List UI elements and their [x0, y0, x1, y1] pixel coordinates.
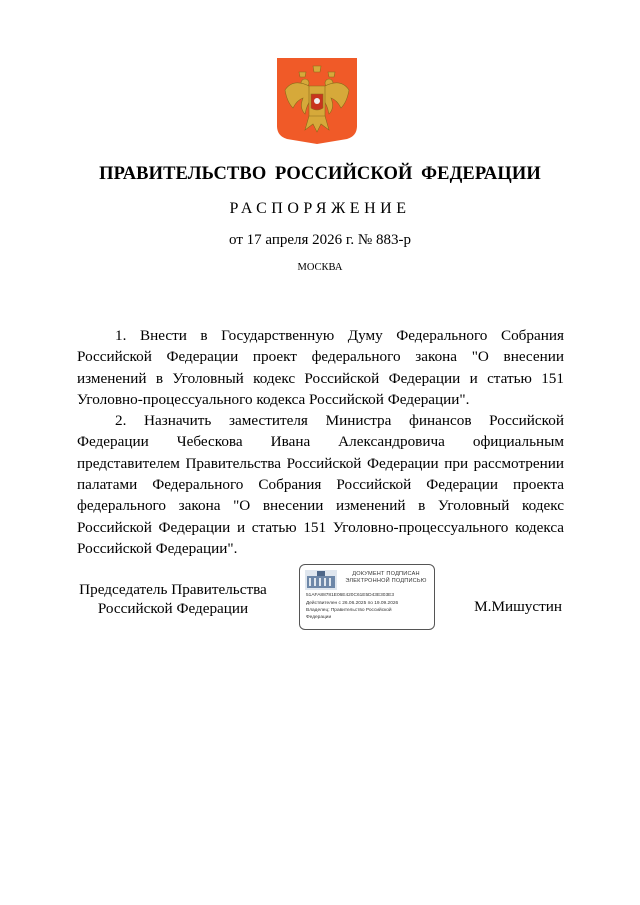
stamp-owner-line2: Федерации — [306, 615, 332, 620]
russian-coat-of-arms-icon — [275, 56, 359, 144]
stamp-title: ДОКУМЕНТ ПОДПИСАН ЭЛЕКТРОННОЙ ПОДПИСЬЮ — [345, 571, 427, 584]
document-date-number: от 17 апреля 2026 г. № 883-р — [229, 232, 411, 248]
document-city: МОСКВА — [297, 262, 343, 273]
stamp-validity: Действителен с 26.06.2025 по 19.09.2026 — [306, 601, 399, 606]
government-building-icon — [305, 570, 337, 595]
stamp-certificate: 51AFA88781E06E420C61E5D43E303E3 — [306, 593, 395, 598]
document-body — [77, 325, 564, 559]
government-title: ПРАВИТЕЛЬСТВО РОССИЙСКОЙ ФЕДЕРАЦИИ — [99, 164, 541, 184]
paragraph-1: 1. Внести в Государственную Думу Федерального Собрания Российской Федерации проект федерального закона "О внесении изменений в Уголовный кодекс Российской Федерации и статью 151 Уголовно-процессуального кодекса Российской Федерации". — [77, 327, 564, 408]
electronic-signature-stamp — [299, 564, 435, 630]
document-type: РАСПОРЯЖЕНИЕ — [229, 200, 411, 217]
paragraph-2: 2. Назначить заместителя Министра финансов Российской Федерации Чебескова Ивана Александровича официальным представителем Правительства Российской Федерации при рассмотрении палатами Федерального Собрания Российской Федерации проекта федерального закона "О внесении изменений в Уголовный кодекс Российской Федерации и статью 151 Уголовно-процессуального кодекса Российской Федерации". — [77, 412, 564, 557]
signer-position — [73, 580, 273, 618]
signer-name: М.Мишустин — [474, 598, 562, 615]
stamp-owner-line1: Владелец: Правительство Российской — [306, 608, 392, 613]
signer-position-line1: Председатель Правительства — [79, 581, 267, 598]
signer-position-line2: Российской Федерации — [97, 600, 249, 617]
